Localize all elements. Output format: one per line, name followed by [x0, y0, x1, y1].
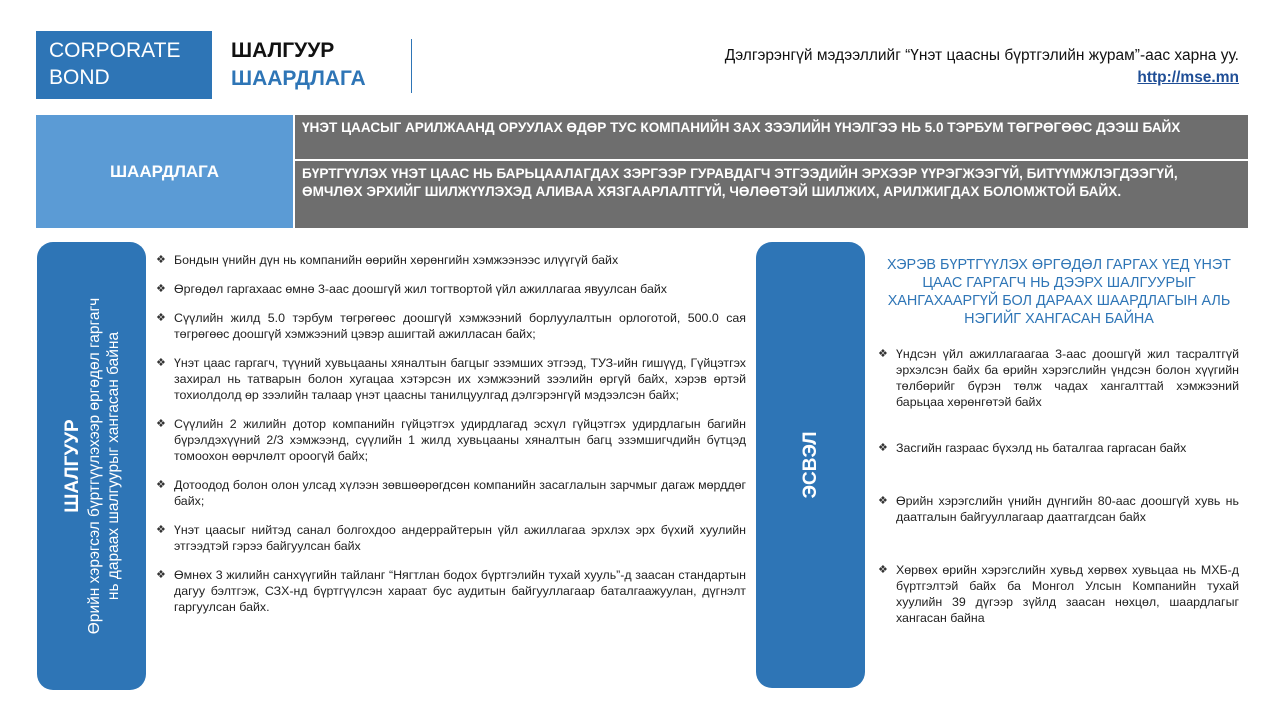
or-pill-text: [799, 431, 823, 498]
or-item-text: Засгийн газраас бүхэлд нь баталгаа гаргасан байх: [896, 441, 1187, 455]
or-item: [878, 440, 1239, 456]
criteria-item-text: Бондын үнийн дүн нь компанийн өөрийн хөрөнгийн хэмжээнээс илүүгүй байх: [174, 253, 619, 267]
diamond-bullet-icon: ❖: [156, 357, 166, 369]
diamond-bullet-icon: ❖: [156, 524, 166, 536]
reference-link[interactable]: http://mse.mn: [1137, 69, 1239, 86]
or-pill: [756, 242, 865, 688]
or-label: ЭСВЭЛ: [799, 431, 821, 499]
or-item-text: Хөрвөх өрийн хэрэгслийн хувьд хөрвөх хувьцаа нь МХБ-д бүртгэлтэй байх ба Монгол Улсын Компанийн тухай хуулийн 39 дүгээр зүйлд заасан нөхцөл, шаардлагыг хангасан байна: [896, 563, 1239, 625]
criteria-item: [156, 281, 746, 297]
criteria-item: [156, 416, 746, 464]
diamond-bullet-icon: ❖: [156, 312, 166, 324]
or-item: [878, 562, 1239, 626]
diamond-bullet-icon: ❖: [156, 569, 166, 581]
criteria-item: [156, 355, 746, 403]
badge-line-1: CORPORATE: [49, 39, 181, 62]
criteria-item: [156, 310, 746, 342]
criteria-item-text: Сүүлийн жилд 5.0 тэрбум төгрөгөөс доошгүй хэмжээний борлуулалтын орлоготой, 500.0 сая төгрөгөөс доошгүй хэмжээний цэвэр ашигтай ажилласан байх;: [174, 311, 746, 341]
criteria-item: [156, 567, 746, 615]
requirement-row: ҮНЭТ ЦААСЫГ АРИЛЖААНД ОРУУЛАХ ӨДӨР ТУС КОМПАНИЙН ЗАХ ЗЭЭЛИЙН ҮНЭЛГЭЭ НЬ 5.0 ТЭРБУМ ТӨГРӨГӨӨС ДЭЭШ БАЙХ: [295, 115, 1248, 159]
criteria-list: [156, 252, 746, 628]
or-item-text: Үндсэн үйл ажиллагаагаа 3-аас доошгүй жил тасралтгүй эрхэлсэн байх ба өрийн хэрэгслийн үндсэн болон хүүгийн төлбөрийг бүрэн төлж чадах хангалттай хэмжээний барьцаа хөрөнгөтэй байх: [896, 347, 1239, 409]
criteria-item: [156, 522, 746, 554]
or-item: [878, 346, 1239, 410]
diamond-bullet-icon: ❖: [878, 348, 888, 360]
title-criteria: ШАЛГУУР: [231, 39, 335, 62]
page-title: [231, 37, 366, 93]
title-divider: [411, 39, 412, 93]
or-item-text: Өрийн хэрэгслийн үнийн дүнгийн 80-аас доошгүй хувь нь даатгалын байгууллагаар даатгагдсан байх: [896, 494, 1239, 524]
or-item: [878, 493, 1239, 525]
or-list: [878, 346, 1239, 626]
badge-line-2: BOND: [49, 66, 110, 89]
criteria-title: ШАЛГУУР: [61, 419, 83, 513]
corporate-bond-badge: [36, 31, 212, 99]
criteria-item-text: Үнэт цаасыг нийтэд санал болгохдоо андеррайтерын үйл ажиллагаа эрхлэх эрх бүхий хуулийн этгээдтэй гэрээ байгуулсан байх: [174, 523, 746, 553]
requirement-row: БҮРТГҮҮЛЭХ ҮНЭТ ЦААС НЬ БАРЬЦААЛАГДАХ ЗЭРГЭЭР ГУРАВДАГЧ ЭТГЭЭДИЙН ЭРХЭЭР ҮҮРЭГЖЭЭГҮЙ, БИТҮҮМЖЛЭГДЭЭГҮЙ, ӨМЧЛӨХ ЭРХИЙГ ШИЛЖҮҮЛЭХЭД АЛИВАА ХЯЗГААРЛАЛТГҮЙ, ЧӨЛӨӨТЭЙ ШИЛЖИХ, АРИЛЖИГДАХ БОЛОМЖТОЙ БАЙХ.: [295, 161, 1248, 228]
criteria-item: [156, 477, 746, 509]
diamond-bullet-icon: ❖: [156, 479, 166, 491]
requirements-label: ШААРДЛАГА: [36, 115, 293, 228]
criteria-item-text: Үнэт цаас гаргагч, түүний хувьцааны хяналтын багцыг эзэмших этгээд, ТУЗ-ийн гишүүд, Гүйцэтгэх захирал нь татварын болон хугацаа хэтэрсэн их хэмжээний зээлийн өргүй байх, хэрэв өртэй тохиолдолд өр зээлийн талаар үнэт цаасны танилцуулгад дэлгэрэнгүй мэдээлсэн байх;: [174, 356, 746, 402]
criteria-pill-text: [61, 298, 123, 634]
reference-note: [725, 45, 1239, 89]
diamond-bullet-icon: ❖: [156, 254, 166, 266]
diamond-bullet-icon: ❖: [878, 442, 888, 454]
diamond-bullet-icon: ❖: [156, 418, 166, 430]
criteria-item-text: Сүүлийн 2 жилийн дотор компанийн гүйцэтгэх удирдлагад эсхүл гүйцэтгэх удирдлагын багийн бүрэлдэхүүний 2/3 хэмжээнд, сүүлийн 1 жилд хувьцааны хяналтын багц эзэмшигчдийн бүтцэд томоохон өөрчлөлт ороогүй байх;: [174, 417, 746, 463]
diamond-bullet-icon: ❖: [156, 283, 166, 295]
criteria-item-text: Өргөдөл гаргахаас өмнө 3-аас доошгүй жил тогтвортой үйл ажиллагаа явуулсан байх: [174, 282, 667, 296]
criteria-subtitle-2: нь дараах шалгуурыг хангасан байна: [104, 331, 122, 601]
diamond-bullet-icon: ❖: [878, 495, 888, 507]
criteria-subtitle-1: Өрийн хэрэгсэл бүртгүүлэхээр өргөдөл гаргагч: [85, 297, 103, 635]
criteria-item-text: Дотоодод болон олон улсад хүлээн зөвшөөрөгдсөн компанийн засаглалын зарчмыг дагаж мөрддөг байх;: [174, 478, 746, 508]
diamond-bullet-icon: ❖: [878, 564, 888, 576]
criteria-item-text: Өмнөх 3 жилийн санхүүгийн тайланг “Нягтлан бодох бүртгэлийн тухай хууль”-д заасан стандартын дагуу бэлтгэж, СЗХ-нд бүртгүүлсэн хараат бус аудитын байгууллагаар баталгаажуулан, дүгнэлт гаргуулсан байх.: [174, 568, 746, 614]
title-requirements: ШААРДЛАГА: [231, 67, 366, 90]
reference-text: Дэлгэрэнгүй мэдээллийг “Үнэт цаасны бүртгэлийн журам”-аас харна уу.: [724, 47, 1239, 64]
or-heading: ХЭРЭВ БҮРТГҮҮЛЭХ ӨРГӨДӨЛ ГАРГАХ ҮЕД ҮНЭТ ЦААС ГАРГАГЧ НЬ ДЭЭРХ ШАЛГУУРЫГ ХАНГАХААРГҮЙ БОЛ ДАРААХ ШААРДЛАГЫН АЛЬ НЭГИЙГ ХАНГАСАН БАЙНА: [887, 257, 1231, 327]
criteria-pill: [37, 242, 146, 690]
criteria-item: [156, 252, 746, 268]
